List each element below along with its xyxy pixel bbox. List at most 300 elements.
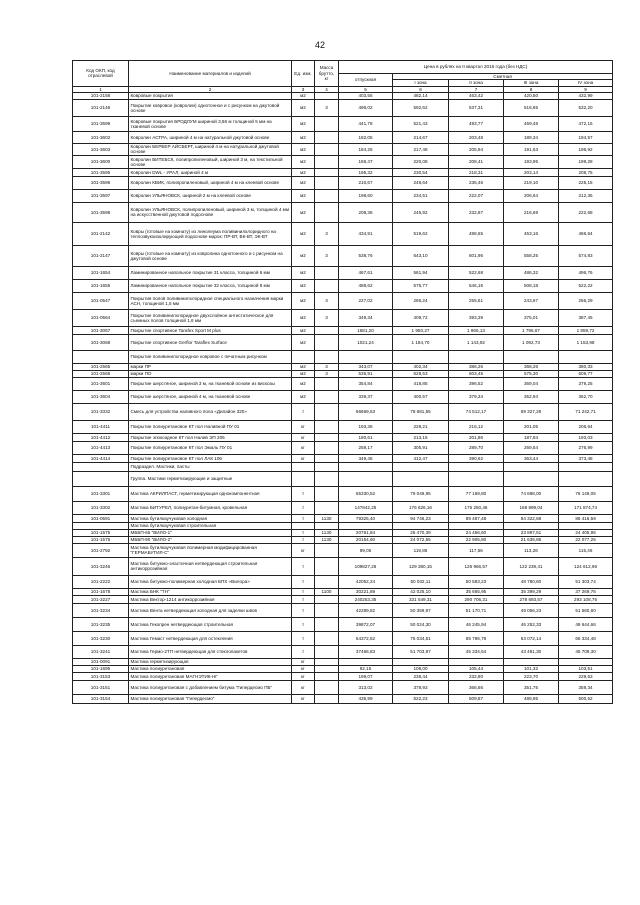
- cell-unit: м2: [292, 390, 315, 403]
- cell-mass: [315, 168, 339, 176]
- cell-price: 366,66: [449, 680, 504, 694]
- cell-price: [449, 471, 504, 486]
- cell-mass: [315, 672, 339, 680]
- cell-price: 189,34: [504, 131, 559, 143]
- cell-price: 79 049,95: [393, 486, 449, 501]
- cell-mass: [315, 486, 339, 501]
- table-row: [73, 575, 613, 588]
- col-number: 8: [504, 86, 559, 92]
- cell-name: Ковролин АСТРА, шириной 4 м на натуральной джутовой основе: [129, 131, 292, 143]
- cell-mass: 1100: [315, 588, 339, 595]
- cell-price: 65330,52: [339, 486, 393, 501]
- cell-name: Покрытие полиуретановое КТ пол Наливной ПУ 01: [129, 420, 292, 433]
- cell-price: 54372,52: [339, 631, 393, 645]
- cell-mass: [315, 694, 339, 703]
- cell-code: 101-3596: [73, 176, 129, 189]
- table-row: [73, 363, 613, 370]
- cell-price: 92,15: [339, 665, 393, 672]
- cell-name: Ковры (готовые на комнату) из линолеума поливинилхлоридного на теплозвукоизолирующей подоснове марок: ПР-ВТ, ВК-ВТ, ЭК-ВТ: [129, 222, 292, 245]
- col-number: 5: [339, 86, 393, 92]
- cell-price: 351,75: [504, 680, 559, 694]
- table-row: [73, 617, 613, 631]
- cell-price: 216,12: [449, 420, 504, 433]
- cell-price: 240253,35: [339, 595, 393, 603]
- table-row: [73, 334, 613, 350]
- cell-price: 22 077,25: [559, 536, 613, 543]
- cell-code: 101-2147: [73, 245, 129, 266]
- cell-name: Мастика бутилкаучуковая холодная: [129, 514, 292, 522]
- cell-code: 101-1678: [73, 588, 129, 595]
- cell-code: 101-3599: [73, 116, 129, 131]
- cell-price: 558,25: [504, 245, 559, 266]
- cell-price: [339, 471, 393, 486]
- cell-price: 493,77: [449, 116, 504, 131]
- cell-mass: [315, 680, 339, 694]
- cell-price: [339, 658, 393, 665]
- cell-code: 101-3597: [73, 189, 129, 202]
- header-zone-2: II зона: [449, 80, 504, 86]
- cell-price: 223,70: [504, 672, 559, 680]
- cell-price: 441,78: [339, 116, 393, 131]
- cell-code: 101-3604: [73, 390, 129, 403]
- cell-mass: [315, 143, 339, 155]
- table-row: [73, 603, 613, 617]
- cell-name: МББП-65 "ВИЛО-1": [129, 529, 292, 536]
- cell-code: 101-3600: [73, 155, 129, 168]
- cell-name: Ковровые покрытия: [129, 92, 292, 99]
- cell-code: 101-2222: [73, 575, 129, 588]
- cell-price: 176 626,16: [393, 501, 449, 514]
- cell-code: 101-0591: [73, 514, 129, 522]
- cell-unit: кг: [292, 433, 315, 441]
- cell-price: 147842,25: [339, 501, 393, 514]
- cell-price: 24 456,60: [449, 529, 504, 536]
- cell-unit: м2: [292, 279, 315, 292]
- cell-mass: [315, 617, 339, 631]
- col-number: 9: [559, 86, 613, 92]
- cell-price: 459,48: [504, 116, 559, 131]
- cell-name: Покрытие спортивное Tarafex Sport M plus: [129, 326, 292, 334]
- cell-code: 101-2792: [73, 543, 129, 557]
- cell-mass: [315, 92, 339, 99]
- cell-mass: [315, 266, 339, 279]
- cell-price: 521,43: [393, 116, 449, 131]
- cell-code: 101-3603: [73, 143, 129, 155]
- cell-price: 354,84: [339, 377, 393, 390]
- cell-mass: [315, 334, 339, 350]
- table-row: [73, 390, 613, 403]
- cell-unit: т: [292, 557, 315, 575]
- cell-code: 101-3602: [73, 131, 129, 143]
- cell-price: 49 644,66: [559, 617, 613, 631]
- cell-price: [339, 350, 393, 363]
- cell-price: 46 252,33: [504, 617, 559, 631]
- cell-price: 76 149,05: [559, 486, 613, 501]
- cell-price: 222,07: [449, 189, 504, 202]
- cell-price: 379,34: [449, 390, 504, 403]
- cell-name: Подраздел. Мастики, пасты: [129, 462, 292, 471]
- cell-price: 50 032,11: [393, 575, 449, 588]
- cell-unit: т: [292, 529, 315, 536]
- table-row: [73, 309, 613, 326]
- cell-price: 199,07: [339, 672, 393, 680]
- cell-unit: кг: [292, 543, 315, 557]
- table-row: [73, 222, 613, 245]
- cell-price: 103,51: [559, 665, 613, 672]
- cell-price: 293 108,76: [559, 595, 613, 603]
- cell-price: 508,18: [504, 279, 559, 292]
- cell-price: 561,94: [393, 266, 449, 279]
- header-zone-4: IV зона: [559, 80, 613, 86]
- cell-price: 349,34: [339, 309, 393, 326]
- cell-price: [449, 350, 504, 363]
- cell-price: 1 865,13: [449, 326, 504, 334]
- table-row: [73, 631, 613, 645]
- cell-unit: кг: [292, 658, 315, 665]
- cell-mass: [315, 603, 339, 617]
- table-row: [73, 454, 613, 462]
- cell-unit: м2: [292, 222, 315, 245]
- cell-unit: кг: [292, 680, 315, 694]
- cell-price: [393, 522, 449, 529]
- cell-price: 39872,07: [339, 617, 393, 631]
- cell-price: 343,07: [339, 363, 393, 370]
- cell-name: Мастика Вектор-1214 антикоррозийная: [129, 595, 292, 603]
- cell-code: 101-0564: [73, 309, 129, 326]
- cell-code: 101-3246: [73, 557, 129, 575]
- cell-code: 101-2142: [73, 222, 129, 245]
- cell-price: 278 693,57: [504, 595, 559, 603]
- cell-price: 232,80: [449, 672, 504, 680]
- cell-price: 380,33: [559, 363, 613, 370]
- table-row: [73, 588, 613, 595]
- cell-code: 101-1576: [73, 536, 129, 543]
- cell-mass: [315, 350, 339, 363]
- cell-unit: т: [292, 403, 315, 420]
- cell-price: 362,70: [559, 390, 613, 403]
- cell-unit: т: [292, 631, 315, 645]
- cell-price: 48 780,60: [504, 575, 559, 588]
- section-row: [73, 462, 613, 471]
- cell-price: 208,75: [559, 168, 613, 176]
- cell-code: 101-3241: [73, 645, 129, 658]
- cell-price: 109827,26: [339, 557, 393, 575]
- cell-unit: т: [292, 645, 315, 658]
- cell-price: 105,44: [449, 665, 504, 672]
- cell-name: Мастика Вента нетвердеющая холодная для заделки швов: [129, 603, 292, 617]
- cell-price: 313,02: [339, 680, 393, 694]
- cell-price: 23 897,51: [504, 529, 559, 536]
- cell-price: 1 796,67: [504, 326, 559, 334]
- cell-price: 420,50: [504, 92, 559, 99]
- cell-price: 75 034,51: [393, 631, 449, 645]
- cell-price: 42 025,10: [393, 588, 449, 595]
- cell-price: 435,99: [339, 694, 393, 703]
- cell-code: [73, 462, 129, 471]
- cell-price: 66 334,48: [559, 631, 613, 645]
- cell-unit: м2: [292, 309, 315, 326]
- cell-mass: [315, 462, 339, 471]
- page-number: 42: [314, 40, 325, 50]
- cell-price: 522,23: [393, 694, 449, 703]
- cell-unit: т: [292, 536, 315, 543]
- cell-price: 46 245,94: [449, 617, 504, 631]
- cell-name: Покрытия полов поливинилхлоридное специального назначения марки АСН, толщиной 1,5 мм: [129, 292, 292, 309]
- cell-price: 51 303,74: [559, 575, 613, 588]
- cell-price: 1681,20: [339, 326, 393, 334]
- table-row: [73, 514, 613, 522]
- cell-price: 434,91: [339, 222, 393, 245]
- cell-code: 101-3301: [73, 486, 129, 501]
- cell-price: 546,16: [449, 279, 504, 292]
- cell-price: 305,91: [393, 441, 449, 454]
- cell-unit: м2: [292, 377, 315, 390]
- cell-price: 256,29: [559, 292, 613, 309]
- cell-price: 208,36: [339, 202, 393, 222]
- cell-price: 643,10: [393, 245, 449, 266]
- cell-price: 1 950,27: [393, 326, 449, 334]
- cell-mass: [315, 501, 339, 514]
- cell-unit: м2: [292, 131, 315, 143]
- cell-price: 108,00: [393, 665, 449, 672]
- cell-price: 187,84: [504, 433, 559, 441]
- cell-price: 65 796,78: [449, 631, 504, 645]
- cell-price: [504, 522, 559, 529]
- cell-price: 206,64: [559, 420, 613, 433]
- cell-code: [73, 350, 129, 363]
- cell-mass: [315, 454, 339, 462]
- cell-code: 101-3227: [73, 595, 129, 603]
- cell-code: 101-3601: [73, 377, 129, 390]
- cell-code: 101-2146: [73, 99, 129, 116]
- table-row: [73, 116, 613, 131]
- cell-name: Ковры (готовые на комнату) из ковролина однотонного и с рисунком на джутовой основе: [129, 245, 292, 266]
- cell-price: 193,36: [339, 420, 393, 433]
- section-row: [73, 522, 613, 529]
- cell-mass: 3: [315, 99, 339, 116]
- cell-price: 113,26: [504, 543, 559, 557]
- cell-price: [393, 350, 449, 363]
- cell-price: 212,35: [559, 189, 613, 202]
- cell-price: 1 143,92: [449, 334, 504, 350]
- cell-price: 119,86: [393, 543, 449, 557]
- col-number: 2: [129, 86, 292, 92]
- cell-price: [393, 658, 449, 665]
- cell-name: марки ПО: [129, 370, 292, 377]
- cell-mass: 3: [315, 370, 339, 377]
- cell-price: 51 703,97: [393, 645, 449, 658]
- table-row: [73, 202, 613, 222]
- table-row: [73, 501, 613, 514]
- cell-name: Ламинированное напольное покрытие 32 класса, толщиной 8 мм: [129, 279, 292, 292]
- cell-price: 522,68: [449, 266, 504, 279]
- col-number: 1: [73, 86, 129, 92]
- cell-price: 77 169,80: [449, 486, 504, 501]
- cell-name: Ковролин ВИТЕБСК, полипропиленовый, шириной 3 м, на текстильной основе: [129, 155, 292, 168]
- cell-price: 203,48: [449, 131, 504, 143]
- cell-price: 245,92: [393, 202, 449, 222]
- cell-price: 49 056,23: [504, 603, 559, 617]
- cell-price: 219,10: [504, 176, 559, 189]
- cell-name: Мастика бутилкаучуковая строительная: [129, 522, 292, 529]
- cell-mass: [315, 433, 339, 441]
- cell-price: [559, 471, 613, 486]
- cell-price: 496,76: [559, 266, 613, 279]
- cell-code: 101-4412: [73, 433, 129, 441]
- cell-code: 101-0547: [73, 292, 129, 309]
- cell-unit: кг: [292, 694, 315, 703]
- cell-price: 199,28: [559, 155, 613, 168]
- header-zone-1: I зона: [393, 80, 449, 86]
- cell-price: 35 399,29: [504, 588, 559, 595]
- cell-price: 230,54: [393, 168, 449, 176]
- table-row: [73, 694, 613, 703]
- cell-price: 522,22: [559, 279, 613, 292]
- cell-price: 50 583,23: [449, 575, 504, 588]
- cell-unit: [292, 471, 315, 486]
- cell-price: 63 072,14: [504, 631, 559, 645]
- cell-mass: [315, 441, 339, 454]
- cell-price: 592,62: [393, 99, 449, 116]
- table-row: [73, 245, 613, 266]
- header-code: Код ОКП, код отраслевой: [73, 61, 129, 87]
- cell-price: 496,02: [339, 99, 393, 116]
- cell-mass: [315, 471, 339, 486]
- table-row: [73, 672, 613, 680]
- section-row: [73, 350, 613, 363]
- cell-mass: 3: [315, 222, 339, 245]
- cell-mass: [315, 176, 339, 189]
- cell-mass: [315, 155, 339, 168]
- cell-price: 198,60: [339, 189, 393, 202]
- cell-mass: [315, 595, 339, 603]
- table-row: [73, 326, 613, 334]
- col-number: 4: [315, 86, 339, 92]
- cell-name: МББП-90 "ВИЛО-2": [129, 536, 292, 543]
- cell-price: 369,04: [504, 377, 559, 390]
- table-row: [73, 377, 613, 390]
- cell-mass: [315, 631, 339, 645]
- cell-name: Ковролин УЛЬЯНОВСК, шириной 2 м на клеевой основе: [129, 189, 292, 202]
- cell-price: 71 242,71: [559, 403, 613, 420]
- cell-unit: кг: [292, 420, 315, 433]
- cell-code: 101-0091: [73, 658, 129, 665]
- cell-price: 186,47: [339, 155, 393, 168]
- cell-code: 101-2158: [73, 92, 129, 99]
- cell-mass: 3: [315, 292, 339, 309]
- cell-mass: [315, 557, 339, 575]
- cell-price: 276,99: [559, 441, 613, 454]
- cell-price: 1 092,73: [504, 334, 559, 350]
- cell-unit: м2: [292, 143, 315, 155]
- table-row: [73, 543, 613, 557]
- cell-price: 51 560,60: [559, 603, 613, 617]
- cell-unit: т: [292, 514, 315, 522]
- cell-price: 248,64: [393, 176, 449, 189]
- cell-code: [73, 471, 129, 486]
- cell-unit: м2: [292, 116, 315, 131]
- cell-price: 601,96: [449, 245, 504, 266]
- cell-price: 628,53: [393, 370, 449, 377]
- cell-price: 509,87: [449, 694, 504, 703]
- cell-code: 101-3234: [73, 603, 129, 617]
- cell-price: 205,94: [449, 143, 504, 155]
- cell-mass: [315, 658, 339, 665]
- cell-price: 400,57: [393, 390, 449, 403]
- table-header: [73, 61, 613, 93]
- table-row: [73, 433, 613, 441]
- cell-unit: т: [292, 588, 315, 595]
- cell-name: Покрытие спортивное Gerflor Taraflex Surface: [129, 334, 292, 350]
- cell-name: Мастика Гекопрен нетвердеющая строительная: [129, 617, 292, 631]
- cell-price: 217,48: [393, 143, 449, 155]
- cell-code: 101-1575: [73, 529, 129, 536]
- cell-mass: 3: [315, 309, 339, 326]
- cell-price: 379,25: [559, 377, 613, 390]
- cell-price: 243,67: [504, 292, 559, 309]
- cell-price: 43 461,30: [504, 645, 559, 658]
- cell-price: 74 512,17: [449, 403, 504, 420]
- cell-price: 235,46: [449, 176, 504, 189]
- table-row: [73, 168, 613, 176]
- cell-name: Покрытие полиуретановое КТ пол ЛАК 106: [129, 454, 292, 462]
- cell-price: 89 487,48: [449, 514, 504, 522]
- table-row: [73, 529, 613, 536]
- table-row: [73, 292, 613, 309]
- cell-name: Мастика АКРИЛПАСТ, герметизирующая однокомпонентная: [129, 486, 292, 501]
- table-row: [73, 536, 613, 543]
- cell-price: 609,77: [559, 370, 613, 377]
- cell-price: 453,16: [504, 222, 559, 245]
- cell-price: 124 612,96: [559, 557, 613, 575]
- cell-mass: [315, 665, 339, 672]
- cell-price: 22 905,80: [449, 536, 504, 543]
- cell-price: 94 746,23: [393, 514, 449, 522]
- cell-price: 1 184,70: [393, 334, 449, 350]
- cell-code: 101-3067: [73, 326, 129, 334]
- cell-unit: кг: [292, 665, 315, 672]
- cell-price: 519,62: [393, 222, 449, 245]
- cell-price: 393,39: [449, 309, 504, 326]
- cell-unit: м2: [292, 266, 315, 279]
- cell-price: [504, 658, 559, 665]
- cell-name: Мастика полиуретановая МАГНЭТИК-НГ: [129, 672, 292, 680]
- cell-unit: кг: [292, 441, 315, 454]
- cell-price: 234,51: [393, 189, 449, 202]
- cell-price: 168 899,04: [504, 501, 559, 514]
- table-row: [73, 680, 613, 694]
- cell-unit: м2: [292, 92, 315, 99]
- cell-code: 101-3595: [73, 168, 129, 176]
- cell-price: 196,92: [559, 143, 613, 155]
- cell-price: 575,30: [504, 370, 559, 377]
- cell-price: 175 250,46: [449, 501, 504, 514]
- header-zone-3: III зона: [504, 80, 559, 86]
- cell-price: 390,62: [449, 454, 504, 462]
- cell-price: 232,87: [449, 202, 504, 222]
- cell-name: Покрытие шерстяное, шириной 4 м, на тканевой основе: [129, 390, 292, 403]
- cell-name: Мастика БНК "ТН": [129, 588, 292, 595]
- cell-price: [449, 522, 504, 529]
- cell-price: 396,52: [449, 377, 504, 390]
- cell-price: 290 706,31: [449, 595, 504, 603]
- cell-price: [559, 658, 613, 665]
- cell-price: 488,65: [449, 222, 504, 245]
- cell-price: 218,31: [449, 168, 504, 176]
- cell-price: 195,32: [339, 168, 393, 176]
- cell-price: 50 359,97: [393, 603, 449, 617]
- cell-price: 78 681,55: [393, 403, 449, 420]
